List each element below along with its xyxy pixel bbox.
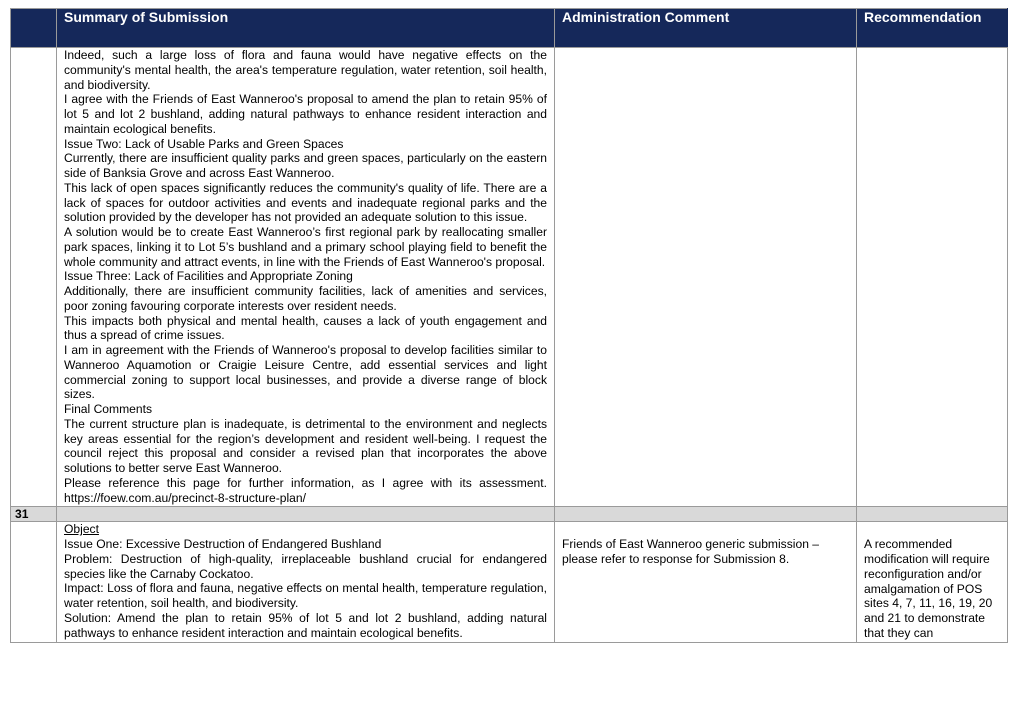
continued-admin-cell [555, 48, 857, 507]
summary-reference-paragraph: Please reference this page for further information, as I agree with its assessment. https://foew.com.au/precinct-8-structure-plan/ [64, 475, 547, 505]
recommendation-text: A recommended modification will require reconfiguration and/or amalgamation of POS sites 4, 7, 11, 16, 19, 20 and 21 to demonstrate that they can [864, 537, 993, 640]
summary-paragraph: Additionally, there are insufficient community facilities, lack of amenities and services, poor zoning favouring corporate interests over resident needs. [64, 284, 547, 313]
table-header-row [11, 9, 1008, 48]
summary-issue-heading: Issue One: Excessive Destruction of Endangered Bushland [64, 537, 382, 551]
header-recommendation: Recommendation [857, 9, 1008, 48]
continued-summary-cell [57, 48, 555, 507]
summary-paragraph: Impact: Loss of flora and fauna, negative effects on mental health, temperature regulation, water retention, soil health, and biodiversity. [64, 581, 547, 610]
admin-comment-text: Friends of East Wanneroo generic submission – please refer to response for Submission 8. [562, 537, 820, 566]
separator-cell [555, 507, 857, 522]
summary-paragraph: I am in agreement with the Friends of Wanneroo's proposal to develop facilities similar to Wanneroo Aquamotion or Craigie Leisure Centre, add essential services and light commercial zoning to support local businesses, and provide a diverse range of block sizes. [64, 343, 547, 402]
header-summary: Summary of Submission [57, 9, 555, 48]
summary-issue-heading: Final Comments [64, 402, 153, 416]
summary-issue-heading: Issue Three: Lack of Facilities and Appropriate Zoning [64, 269, 353, 284]
summary-paragraph: Currently, there are insufficient quality parks and green spaces, particularly on the eastern side of Banksia Grove and across East Wanneroo. [64, 151, 547, 180]
summary-paragraph: Indeed, such a large loss of flora and fauna would have negative effects on the community's mental health, the area's temperature regulation, water retention, soil health, and biodiversity. [64, 48, 547, 92]
separator-cell [57, 507, 555, 522]
summary-paragraph: A solution would be to create East Wanneroo’s first regional park by reallocating smaller park spaces, linking it to Lot 5’s bushland and a primary school playing field to benefit the whole community and attract events, in line with the Friends of East Wanneroo's proposal. [64, 225, 547, 269]
summary-paragraph: I agree with the Friends of East Wanneroo's proposal to amend the plan to retain 95% of lot 5 and lot 2 bushland, adding natural pathways to enhance resident interaction and maintain ecological benefits. [64, 92, 547, 136]
submission-number-row [11, 507, 1008, 522]
submission-31-summary-cell [57, 522, 555, 642]
separator-cell [857, 507, 1008, 522]
submission-number: 31 [11, 507, 57, 522]
summary-paragraph: This lack of open spaces significantly reduces the community's quality of life. There are a lack of spaces for outdoor activities and events and inadequate regional parks and the solution provided by the developer has not provided an adequate solution to this issue. [64, 180, 547, 225]
submission-31-number-cell [11, 522, 57, 642]
submissions-table [10, 8, 1008, 643]
submission-31-admin-cell [555, 522, 857, 642]
summary-paragraph: Solution: Amend the plan to retain 95% of lot 5 and lot 2 bushland, adding natural pathways to enhance resident interaction and maintain ecological benefits. [64, 610, 547, 640]
summary-paragraph: The current structure plan is inadequate, is detrimental to the environment and neglects key areas essential for the region’s development and resident well-being. I request the council reject this proposal and consider a revised plan that incorporates the above solutions to better serve East Wanneroo. [64, 416, 547, 475]
summary-issue-heading: Issue Two: Lack of Usable Parks and Green Spaces [64, 136, 344, 151]
table-row-continued [11, 48, 1008, 507]
continued-number-cell [11, 48, 57, 507]
header-admin-comment: Administration Comment [555, 9, 857, 48]
submission-31-recommendation-cell [857, 522, 1008, 642]
table-row-submission-31 [11, 522, 1008, 642]
summary-position-heading: Object [64, 522, 99, 537]
summary-paragraph: This impacts both physical and mental health, causes a lack of youth engagement and thus a spread of crime issues. [64, 313, 547, 343]
header-number [11, 9, 57, 48]
summary-paragraph: Problem: Destruction of high-quality, irreplaceable bushland crucial for endangered species like the Carnaby Cockatoo. [64, 551, 547, 581]
continued-recommendation-cell [857, 48, 1008, 507]
